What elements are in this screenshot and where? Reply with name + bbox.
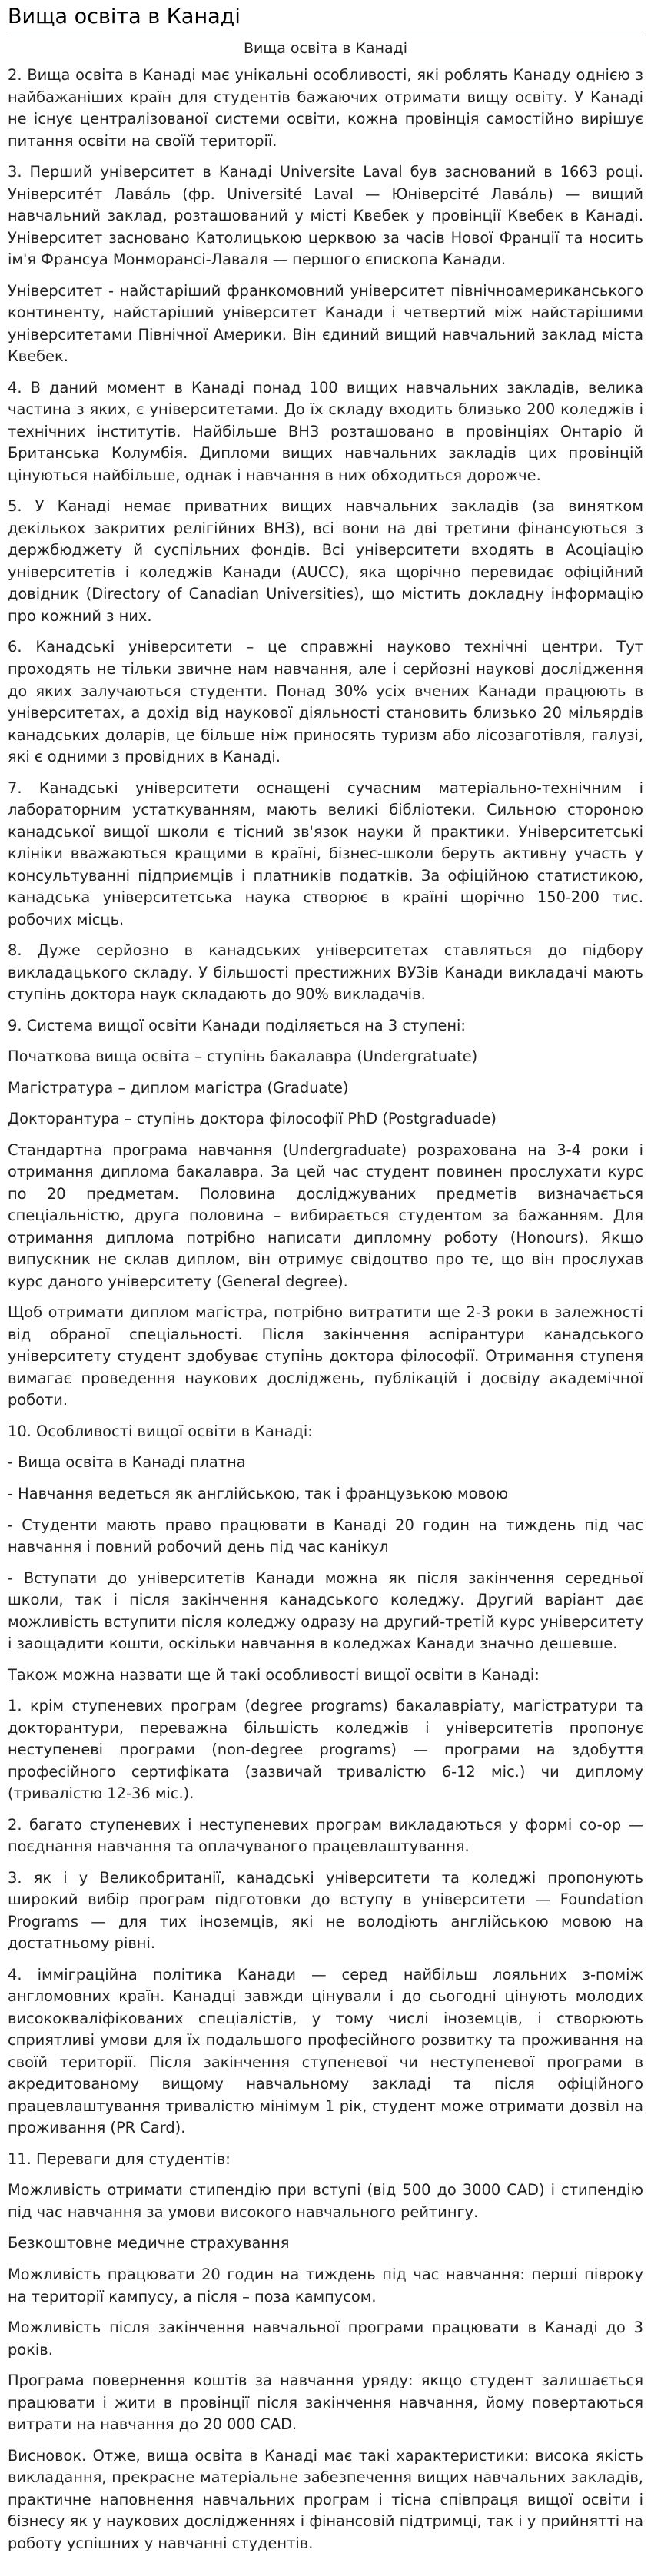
section-heading: 9. Система вищої освіти Канади поділяється на 3 ступені: <box>8 1016 466 1034</box>
paragraph: 2. Вища освіта в Канаді має унікальні особливості, які роблять Канаду однією з найбажаніших країн для студентів бажаючих отримати вищу освіту. У Канаді не існує централізованої системи освіти, кожна провінція самостійно вирішує питання освіти на своїй території. <box>8 66 643 150</box>
document-heading: Вища освіта в Канаді <box>243 40 408 58</box>
paragraph: Можливість працювати 20 годин на тиждень під час навчання: перші півроку на території кампусу, а після – поза кампусом. <box>8 2265 643 2305</box>
paragraph: Щоб отримати диплом магістра, потрібно витратити ще 2-3 роки в залежності від обраної спеціальності. Після закінчення аспірантури канадського університету студент здобуває ступінь доктора філософії. Отримання ступеня вимагає проведення наукових досліджень, публікацій і досвіду академічної роботи. <box>8 1303 643 1409</box>
list-item: Магістратура – диплом магістра (Graduate) <box>8 1078 349 1097</box>
paragraph: 3. Перший університет в Канаді Universite Laval був заснований в 1663 році. Університе́т Лава́ль (фр. Université Laval — Юніверсіте́ Лава́ль) — вищий навчальний заклад, розташований у місті Квебек у провінції Квебек в Канаді. Університет засновано Католицькою церквою за часів Нової Франції та носить ім'я Франсуа Монморансі-Лаваля — першого єпископа Канади. <box>8 163 643 269</box>
section-heading: 11. Переваги для студентів: <box>8 2149 231 2168</box>
paragraph: Безкоштовне медичне страхування <box>8 2234 290 2252</box>
list-item: 2. багато ступеневих і неступеневих програм викладаються у формі co-op — поєднання навчання та оплачуваного працевлаштування. <box>8 1815 643 1856</box>
paragraph: Програма повернення коштів за навчання уряду: якщо студент залишається працювати і жити в провінції після закінчення навчання, йому повертаються витрати на навчання до 20 000 CAD. <box>8 2372 643 2434</box>
section-heading: 10. Особливості вищої освіти в Канаді: <box>8 1422 313 1440</box>
list-item: 3. як і у Великобританії, канадські університети та коледжі пропонують широкий вибір програм підготовки до вступу в університети — Foundation Programs — для тих іноземців, які не володіють англійською мовою на достатньому рівні. <box>8 1868 643 1953</box>
paragraph: 8. Дуже серйозно в канадських університетах ставляться до підбору викладацького складу. У більшості престижних ВУЗів Канади викладачі мають ступінь доктора наук складають до 90% викладачів. <box>8 941 643 1004</box>
page-title: Вища освіта в Канаді <box>8 3 643 35</box>
list-item: Початкова вища освіта – ступінь бакалавра (Undergratuate) <box>8 1047 478 1066</box>
list-item: 4. імміграційна політика Канади — серед найбільш лояльних з-поміж англомовних країн. Канадці завжди цінували і до сьогодні цінують молодих висококваліфікованих спеціалістів, у тому числі іноземців, і створюють сприятливі умови для їх подальшого професійного розвитку та проживання на своїй території. Після закінчення ступеневої чи неступеневої програми в акредитованому вищому навчальному закладі та після офіційного працевлаштування тривалістю мінімум 1 рік, студент може отримати дозвіл на проживання (PR Card). <box>8 1965 643 2137</box>
list-item: 1. крім ступеневих програм (degree programs) бакалавріату, магістратури та докторантури, переважна більшість коледжів і університетів пропонує неступеневі програми (non-degree programs) — програми на здобуття професійного сертифіката (зазвичай тривалістю 6-12 міс.) чи диплому (тривалістю 12-36 міс.). <box>8 1697 643 1803</box>
paragraph: 7. Канадські університети оснащені сучасним матеріально-технічним і лабораторним устаткуванням, мають великі бібліотеки. Сильною стороною канадської вищої школи є тісний зв'язок науки й практики. Університетські клініки вважаються кращими в країні, бізнес-школи беруть активну участь у консультуванні підприємців і платників податків. За офіційною статистикою, канадська університетська наука створює в країні щорічно 150-200 тис. робочих місць. <box>8 778 643 928</box>
list-item: - Вступати до університетів Канади можна як після закінчення середньої школи, так і після закінчення канадського коледжу. Другий варіант дає можливість вступити після коледжу одразу на другий-третій курс університету і заощадити кошти, оскільки навчання в коледжах Канади значно дешевше. <box>8 1569 643 1653</box>
list-item: - Навчання ведеться як англійською, так і французькою мовою <box>8 1485 509 1502</box>
paragraph: 6. Канадські університети – це справжні науково технічні центри. Тут проходять не тільки звичне нам навчання, але і серйозні наукові дослідження до яких залучаються студенти. Понад 30% усіх вчених Канади працюють в університетах, а дохід від наукової діяльності становить близько 20 мільярдів канадських доларів, це більше ніж приносять туризм або лісозаготівля, галузі, які є одними з провідних в Канаді. <box>8 638 643 766</box>
paragraph: Можливість після закінчення навчальної програми працювати в Канаді до 3 років. <box>8 2319 643 2359</box>
paragraph: 4. В даний момент в Канаді понад 100 вищих навчальних закладів, велика частина з яких, є університетами. До їх складу входить близько 200 коледжів і технічних інститутів. Найбільше ВНЗ розташовано в провінціях Онтаріо й Британська Колумбія. Дипломи вищих навчальних закладів цих провінцій цінуються найбільше, однак і навчання в них обходиться дорожче. <box>8 378 643 484</box>
paragraph: 5. У Канаді немає приватних вищих навчальних закладів (за винятком декількох закритих релігійних ВНЗ), всі вони на дві третини фінансуються з держбюджету й суспільних фондів. Всі університети входять в Асоціацію університетів і коледжів Канади (AUCC), яка щорічно перевидає офіційний довідник (Directory of Canadian Universities), що містить докладну інформацію про кожний з них. <box>8 497 643 625</box>
list-item: Докторантура – ступінь доктора філософії PhD (Postgraduade) <box>8 1110 497 1128</box>
paragraph: Можливість отримати стипендію при вступі (від 500 до 3000 CAD) і стипендію під час навчання за умови високого навчального рейтингу. <box>8 2181 643 2221</box>
paragraph: Стандартна програма навчання (Undergraduate) розрахована на 3-4 роки і отримання диплома бакалавра. За цей час студент повинен прослухати курс по 20 предметам. Половина досліджуваних предметів визначається спеціальністю, друга половина – вибирається студентом за бажанням. Для отримання диплома потрібно написати дипломну роботу (Honours). Якщо випускник не склав диплом, він отримує свідоцтво про те, що він прослухав курс даного університету (General degree). <box>8 1140 643 1290</box>
list-item: - Вища освіта в Канаді платна <box>8 1453 246 1472</box>
conclusion-paragraph: Висновок. Отже, вища освіта в Канаді має такі характеристики: висока якість викладання, прекрасне матеріальне забезпечення вищих навчальних закладів, практичне наповнення навчальних програм і тісна співпраця вищої освіти і бізнесу як у наукових дослідженнях і фінансовій підтримці, так і у прийнятті на роботу успішних у навчанні студентів. <box>8 2446 643 2552</box>
paragraph: Університет - найстаріший франкомовний університет північноамериканського континенту, найстаріший університет Канади і четвертий між найстарішими університетами Північної Америки. Він єдиний вищий навчальний заклад міста Квебек. <box>8 281 643 366</box>
list-item: - Студенти мають право працювати в Канаді 20 годин на тиждень під час навчання і повний робочий день під час канікул <box>8 1515 643 1556</box>
paragraph: Також можна назвати ще й такі особливості вищої освіти в Канаді: <box>8 1665 540 1684</box>
